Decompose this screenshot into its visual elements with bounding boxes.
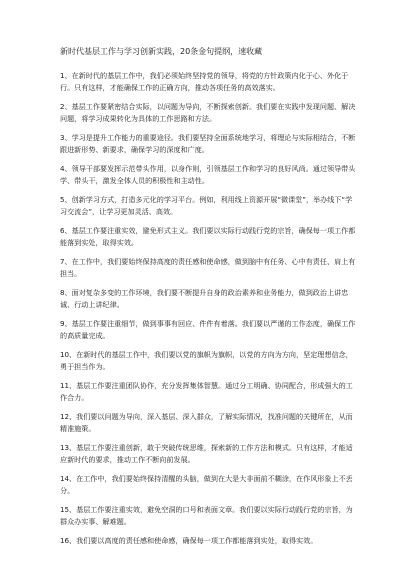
list-item: 7、在工作中，我们要始终保持高度的责任感和使命感，做到脑中有任务、心中有责任、肩上有担当。 [60, 257, 356, 278]
list-item: 5、创新学习方式，打造多元化的学习平台。例如，利用线上资源开展“微课堂”，举办线下“学习交流会”，让学习更加灵活、高效。 [60, 195, 353, 216]
list-item: 12、我们要以问题为导向，深入基层、深入群众，了解实际情况，找准问题的关键所在，从而精准施策。 [60, 412, 353, 433]
list-item: 2、基层工作要紧密结合实际，以问题为导向，不断探索创新。我们要在实践中发现问题、解决问题，将学习成果转化为具体的工作思路和方法。 [60, 102, 356, 123]
list-item: 11、基层工作要注重团队协作，充分发挥集体智慧。通过分工明确、协同配合，形成强大的工作合力。 [60, 381, 353, 402]
list-item: 13、基层工作要注重创新，敢于突破传统思维，探索新的工作方法和模式。只有这样，才能适应新时代的要求，推动工作不断向前发展。 [60, 443, 353, 464]
list-item: 6、基层工作要注重实效，避免形式主义。我们要以实际行动践行党的宗旨，确保每一项工作都能落到实处，取得实效。 [60, 226, 356, 247]
list-item: 3、学习是提升工作能力的重要途径。我们要坚持全面系统地学习，将理论与实际相结合，不断跟进新形势、新要求，确保学习的深度和广度。 [60, 133, 356, 154]
list-item: 4、领导干部要发挥示范带头作用，以身作则，引领基层工作和学习的良好风尚。通过领导带头学、带头干，激发全体人员的积极性和主动性。 [60, 164, 356, 185]
list-item: 10、在新时代的基层工作中，我们要以党的旗帜为旗帜，以党的方向为方向，坚定理想信念，勇于担当作为。 [60, 350, 353, 371]
list-item: 1、在新时代的基层工作中，我们必须始终坚持党的领导，将党的方针政策内化于心、外化于行。只有这样，才能确保工作的正确方向，推动各项任务的高效落实。 [60, 71, 349, 92]
item-list [60, 70, 356, 547]
list-item: 16、我们要以高度的责任感和使命感，确保每一项工作都能落到实处，取得实效。 [60, 536, 318, 545]
list-item: 15、基层工作要注重实效，避免空洞的口号和表面文章。我们要以实际行动践行党的宗旨，为群众办实事、解难题。 [60, 505, 353, 526]
list-item: 9、基层工作要注重细节，做到事事有回应、件件有着落。我们要以严谨的工作态度，确保工作的高质量完成。 [60, 319, 356, 340]
list-item: 8、面对复杂多变的工作环境，我们要不断提升自身的政治素养和业务能力，做到政治上讲忠诚、行动上讲纪律。 [60, 288, 349, 309]
document-title: 新时代基层工作与学习创新实践，20条金句提纲，速收藏 [60, 47, 263, 56]
list-item: 14、在工作中，我们要始终保持清醒的头脑，做到在大是大非面前不糊涂，在作风形象上不丢分。 [60, 474, 353, 495]
